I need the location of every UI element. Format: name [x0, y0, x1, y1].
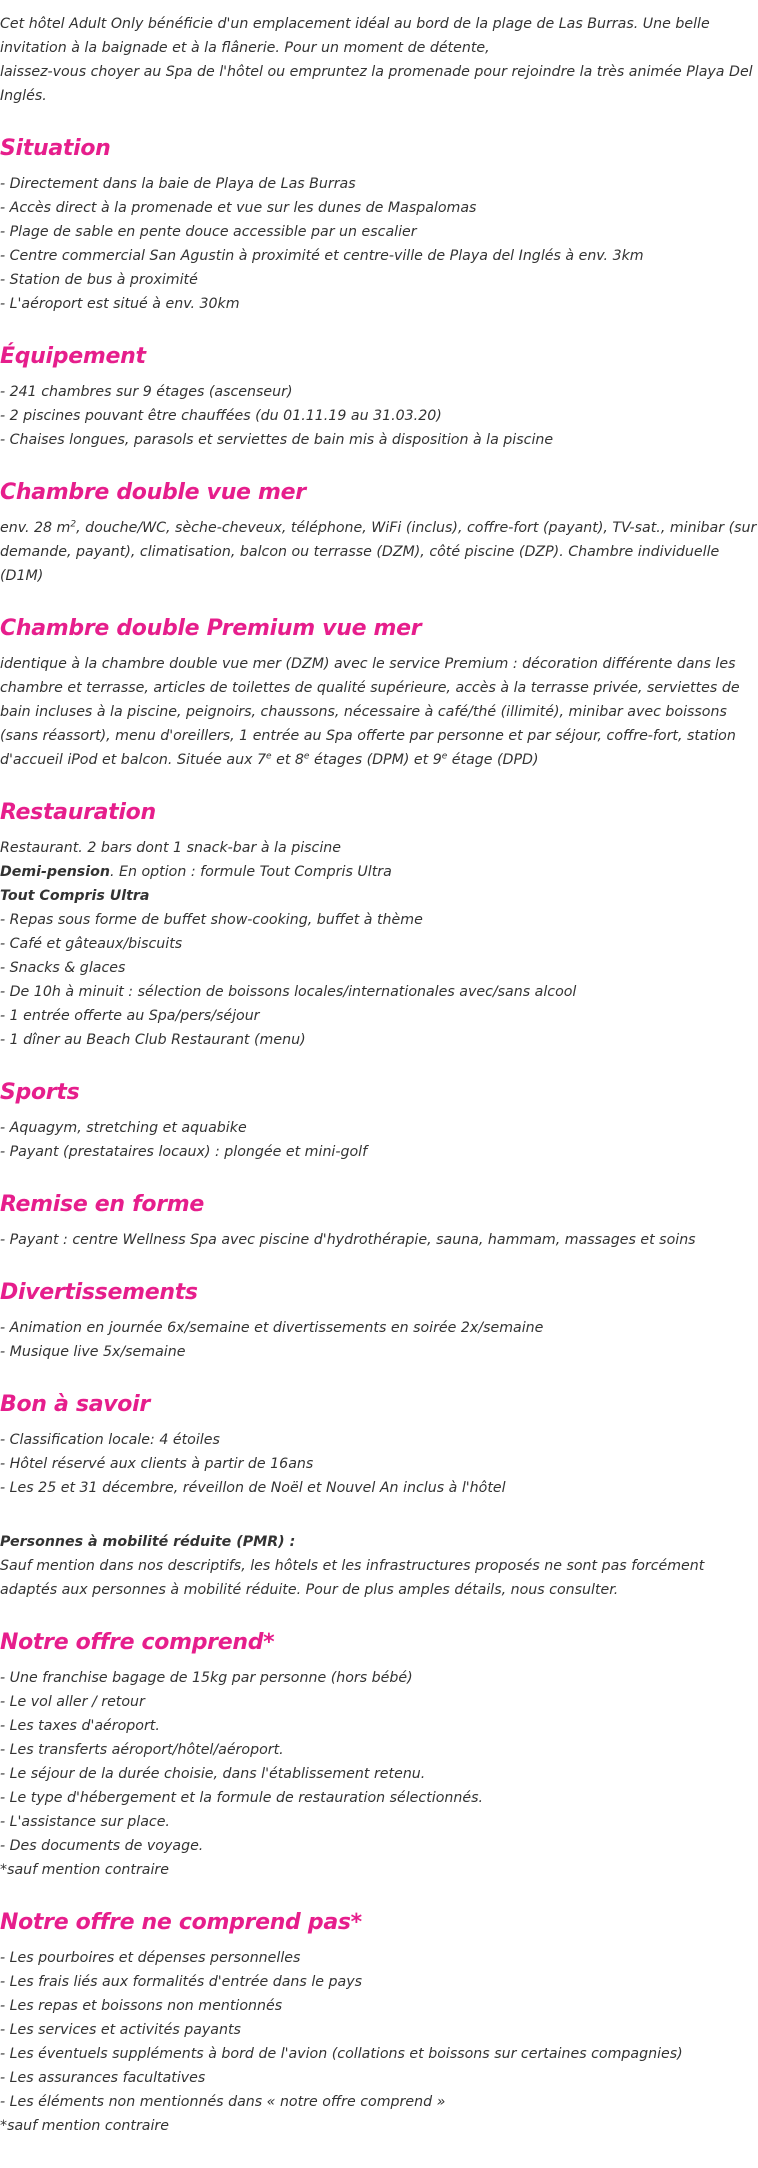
- chambre-premium-sup-2: e: [303, 751, 310, 762]
- list-item: - 241 chambres sur 9 étages (ascenseur): [0, 384, 293, 400]
- section-chambre-premium: [0, 614, 758, 772]
- list-item: - Les pourboires et dépenses personnelles: [0, 1950, 301, 1966]
- chambre-premium-text-d: étage (DPD): [447, 752, 539, 768]
- list-item: - Station de bus à proximité: [0, 272, 198, 288]
- restauration-tout-compris: Tout Compris Ultra: [0, 888, 150, 904]
- list-item: - Musique live 5x/semaine: [0, 1344, 186, 1360]
- list-item: - Centre commercial San Agustin à proximité et centre-ville de Playa del Inglés à env. 3km: [0, 248, 644, 264]
- list-item: - Plage de sable en pente douce accessible par un escalier: [0, 224, 417, 240]
- list-item: - Le vol aller / retour: [0, 1694, 145, 1710]
- chambre-double-title: Chambre double vue mer: [0, 480, 306, 505]
- equipement-list: [0, 380, 758, 452]
- section-offre-pas: [0, 1908, 758, 2138]
- list-item: - Une franchise bagage de 15kg par personne (hors bébé): [0, 1670, 413, 1686]
- list-item: - Les assurances facultatives: [0, 2070, 206, 2086]
- pmr-label: Personnes à mobilité réduite (PMR) :: [0, 1534, 296, 1550]
- offre-pas-title: Notre offre ne comprend pas*: [0, 1910, 362, 1935]
- chambre-double-text-a: env. 28 m: [0, 520, 71, 536]
- divertissements-title: Divertissements: [0, 1280, 198, 1305]
- list-item: *sauf mention contraire: [0, 2118, 169, 2134]
- list-item: - Aquagym, stretching et aquabike: [0, 1120, 247, 1136]
- equipement-title: Équipement: [0, 344, 146, 369]
- chambre-premium-title: Chambre double Premium vue mer: [0, 616, 422, 641]
- sports-list: [0, 1116, 758, 1164]
- list-item: - 2 piscines pouvant être chauffées (du 01.11.19 au 31.03.20): [0, 408, 442, 424]
- chambre-double-text-b: , douche/WC, sèche-cheveux, téléphone, WiFi (inclus), coffre-fort (payant), TV-sat., minibar (sur demande, payant), climatisation, balcon ou terrasse (DZM), côté piscine (DZP). Chambre individuelle (D1M): [0, 520, 757, 584]
- section-sports: [0, 1078, 758, 1164]
- intro-line-1: Cet hôtel Adult Only bénéficie d'un emplacement idéal au bord de la plage de Las Burras. Une belle invitation à la baignade et à la flânerie. Pour un moment de détente,: [0, 16, 710, 56]
- list-item: - Les frais liés aux formalités d'entrée dans le pays: [0, 1974, 362, 1990]
- restauration-line-2-rest: . En option : formule Tout Compris Ultra: [109, 864, 392, 880]
- list-item: - Animation en journée 6x/semaine et divertissements en soirée 2x/semaine: [0, 1320, 544, 1336]
- list-item: - Directement dans la baie de Playa de Las Burras: [0, 176, 356, 192]
- chambre-double-text: [0, 516, 758, 588]
- chambre-premium-text-b: et 8: [271, 752, 304, 768]
- chambre-premium-text-a: identique à la chambre double vue mer (DZM) avec le service Premium : décoration différente dans les chambre et terrasse, articles de toilettes de qualité supérieure, accès à la terrasse privée, serviettes de bain incluses à la piscine, peignoirs, chaussons, nécessaire à café/thé (illimité), minibar avec boissons (sans réassort), menu d'oreillers, 1 entrée au Spa offerte par personne et par séjour, coffre-fort, station d'accueil iPod et balcon. Située aux 7: [0, 656, 740, 768]
- chambre-premium-text: [0, 652, 758, 772]
- restauration-line-3: [0, 884, 758, 908]
- list-item: - Les transferts aéroport/hôtel/aéroport.: [0, 1742, 284, 1758]
- list-item: - Repas sous forme de buffet show-cooking, buffet à thème: [0, 912, 423, 928]
- list-item: - Snacks & glaces: [0, 960, 126, 976]
- offre-pas-list: [0, 1946, 758, 2138]
- remise-list: [0, 1228, 758, 1252]
- list-item: - Les 25 et 31 décembre, réveillon de Noël et Nouvel An inclus à l'hôtel: [0, 1480, 506, 1496]
- list-item: - Payant : centre Wellness Spa avec piscine d'hydrothérapie, sauna, hammam, massages et soins: [0, 1232, 696, 1248]
- section-situation: [0, 134, 758, 316]
- intro-line-2: laissez-vous choyer au Spa de l'hôtel ou empruntez la promenade pour rejoindre la très animée Playa Del Inglés.: [0, 64, 753, 104]
- bon-list: [0, 1428, 758, 1500]
- situation-title: Situation: [0, 136, 111, 161]
- section-bon-a-savoir: [0, 1390, 758, 1500]
- section-remise: [0, 1190, 758, 1252]
- list-item: - Payant (prestataires locaux) : plongée et mini-golf: [0, 1144, 368, 1160]
- list-item: - 1 entrée offerte au Spa/pers/séjour: [0, 1008, 260, 1024]
- list-item: - Le séjour de la durée choisie, dans l'établissement retenu.: [0, 1766, 426, 1782]
- pmr-text: Sauf mention dans nos descriptifs, les hôtels et les infrastructures proposés ne sont pas forcément adaptés aux personnes à mobilité réduite. Pour de plus amples détails, nous consulter.: [0, 1558, 705, 1598]
- section-equipement: [0, 342, 758, 452]
- list-item: - Les taxes d'aéroport.: [0, 1718, 160, 1734]
- offre-list: [0, 1666, 758, 1882]
- list-item: - Accès direct à la promenade et vue sur les dunes de Maspalomas: [0, 200, 477, 216]
- list-item: - L'assistance sur place.: [0, 1814, 170, 1830]
- restauration-demi-pension: Demi-pension: [0, 864, 110, 880]
- list-item: *sauf mention contraire: [0, 1862, 169, 1878]
- list-item: - Classification locale: 4 étoiles: [0, 1432, 220, 1448]
- chambre-premium-text-c: étages (DPM) et 9: [309, 752, 442, 768]
- list-item: - Les éventuels suppléments à bord de l'avion (collations et boissons sur certaines compagnies): [0, 2046, 683, 2062]
- offre-title: Notre offre comprend*: [0, 1630, 275, 1655]
- restauration-line-1: Restaurant. 2 bars dont 1 snack-bar à la piscine: [0, 840, 341, 856]
- pmr-notice: [0, 1530, 758, 1602]
- remise-title: Remise en forme: [0, 1192, 205, 1217]
- list-item: - Les éléments non mentionnés dans « notre offre comprend »: [0, 2094, 446, 2110]
- restauration-line-2: [0, 860, 758, 884]
- list-item: - Hôtel réservé aux clients à partir de 16ans: [0, 1456, 314, 1472]
- list-item: - Les services et activités payants: [0, 2022, 241, 2038]
- section-chambre-double: [0, 478, 758, 588]
- section-divertissements: [0, 1278, 758, 1364]
- list-item: - 1 dîner au Beach Club Restaurant (menu): [0, 1032, 306, 1048]
- restauration-list: [0, 908, 758, 1052]
- situation-list: [0, 172, 758, 316]
- divertissements-list: [0, 1316, 758, 1364]
- chambre-double-sup: 2: [70, 519, 77, 530]
- list-item: - Des documents de voyage.: [0, 1838, 204, 1854]
- hotel-description: [0, 12, 758, 2138]
- list-item: - Café et gâteaux/biscuits: [0, 936, 183, 952]
- list-item: - L'aéroport est situé à env. 30km: [0, 296, 240, 312]
- section-restauration: [0, 798, 758, 1052]
- section-offre: [0, 1628, 758, 1882]
- list-item: - Chaises longues, parasols et serviettes de bain mis à disposition à la piscine: [0, 432, 554, 448]
- list-item: - De 10h à minuit : sélection de boissons locales/internationales avec/sans alcool: [0, 984, 577, 1000]
- intro: [0, 12, 758, 108]
- chambre-premium-sup-1: e: [266, 751, 272, 762]
- list-item: - Les repas et boissons non mentionnés: [0, 1998, 283, 2014]
- restauration-intro: [0, 836, 758, 908]
- sports-title: Sports: [0, 1080, 80, 1105]
- list-item: - Le type d'hébergement et la formule de restauration sélectionnés.: [0, 1790, 484, 1806]
- restauration-title: Restauration: [0, 800, 156, 825]
- chambre-premium-sup-3: e: [441, 751, 448, 762]
- bon-title: Bon à savoir: [0, 1392, 150, 1417]
